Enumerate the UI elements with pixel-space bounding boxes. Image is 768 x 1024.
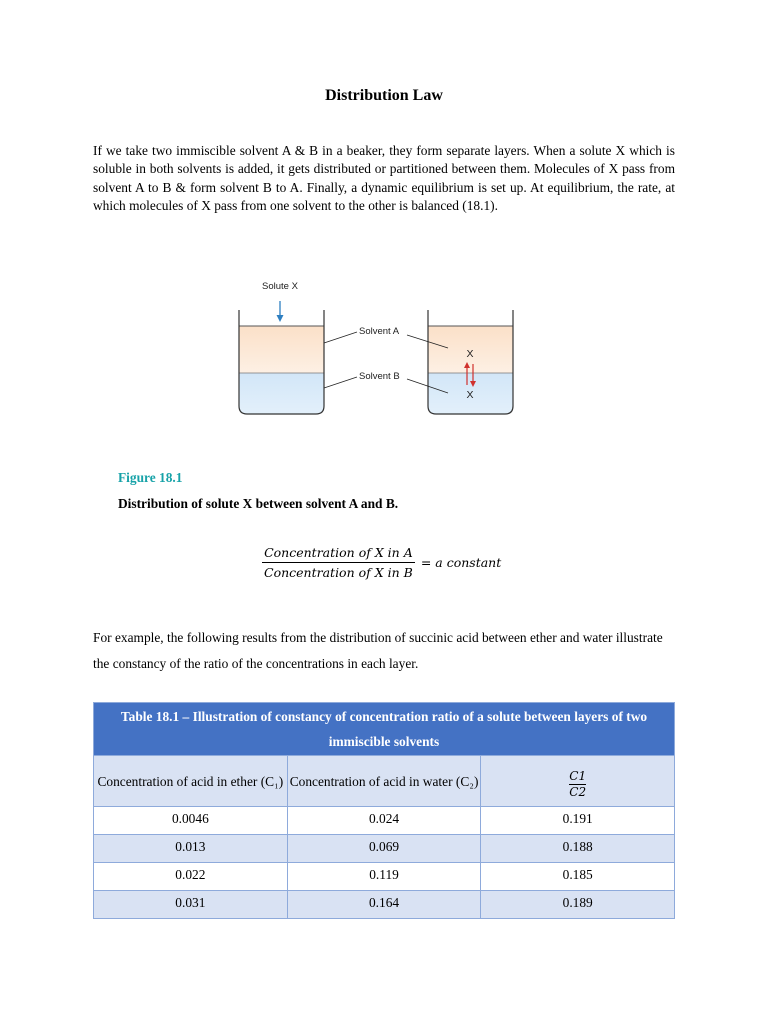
equation-denominator: Concentration of X in B xyxy=(262,562,415,580)
table-row xyxy=(94,891,675,919)
equation-fraction xyxy=(262,545,415,580)
equation-rhs: = a constant xyxy=(420,555,502,570)
solute-arrow-icon xyxy=(277,301,284,322)
table-caption: Table 18.1 – Illustration of constancy of concentration ratio of a solute between layers of two immiscible solvents xyxy=(94,703,675,756)
data-table xyxy=(93,702,675,919)
header-ether: Concentration of acid in ether (C₁) xyxy=(94,756,288,807)
equation-numerator: Concentration of X in A xyxy=(264,545,413,560)
solvent-a-label: Solvent A xyxy=(359,326,400,337)
solute-x-label: Solute X xyxy=(262,281,298,292)
distribution-diagram xyxy=(230,278,530,423)
solvent-b-label: Solvent B xyxy=(359,371,400,382)
header-water: Concentration of acid in water (C₂) xyxy=(287,756,481,807)
cell-water: 0.024 xyxy=(287,807,481,835)
cell-ratio: 0.185 xyxy=(481,863,675,891)
ratio-numerator: C1 xyxy=(569,768,587,783)
header-ratio xyxy=(481,756,675,807)
figure-caption: Distribution of solute X between solvent A and B. xyxy=(118,496,399,511)
table-row xyxy=(94,807,675,835)
x-top-label: X xyxy=(466,348,474,360)
table-header-row xyxy=(94,756,675,807)
table-row xyxy=(94,863,675,891)
cell-ether: 0.022 xyxy=(94,863,288,891)
cell-ratio: 0.191 xyxy=(481,807,675,835)
ratio-fraction xyxy=(569,769,586,800)
table-row xyxy=(94,835,675,863)
cell-ether: 0.031 xyxy=(94,891,288,919)
x-bottom-label: X xyxy=(466,389,474,401)
ratio-denominator: C2 xyxy=(569,784,587,799)
cell-ether: 0.0046 xyxy=(94,807,288,835)
cell-ratio: 0.189 xyxy=(481,891,675,919)
cell-ether: 0.013 xyxy=(94,835,288,863)
figure-label: Figure 18.1 xyxy=(118,470,183,485)
distribution-equation xyxy=(262,545,501,580)
cell-ratio: 0.188 xyxy=(481,835,675,863)
intro-paragraph: If we take two immiscible solvent A & B in a beaker, they form separate layers. When a solute X which is soluble in both solvents is added, it gets distributed or partitioned between them. Molecules of X pass from solvent A to B & form solvent B to A. Finally, a dynamic equilibrium is set up. At equilibrium, the rate, at which molecules of X pass from one solvent to the other is balanced (18.1). xyxy=(93,143,675,214)
left-beaker xyxy=(239,310,324,414)
example-paragraph: For example, the following results from the distribution of succinic acid between ether and water illustrate the constancy of the ratio of the concentrations in each layer. xyxy=(93,630,663,671)
cell-water: 0.119 xyxy=(287,863,481,891)
cell-water: 0.069 xyxy=(287,835,481,863)
cell-water: 0.164 xyxy=(287,891,481,919)
page-title: Distribution Law xyxy=(325,87,443,104)
